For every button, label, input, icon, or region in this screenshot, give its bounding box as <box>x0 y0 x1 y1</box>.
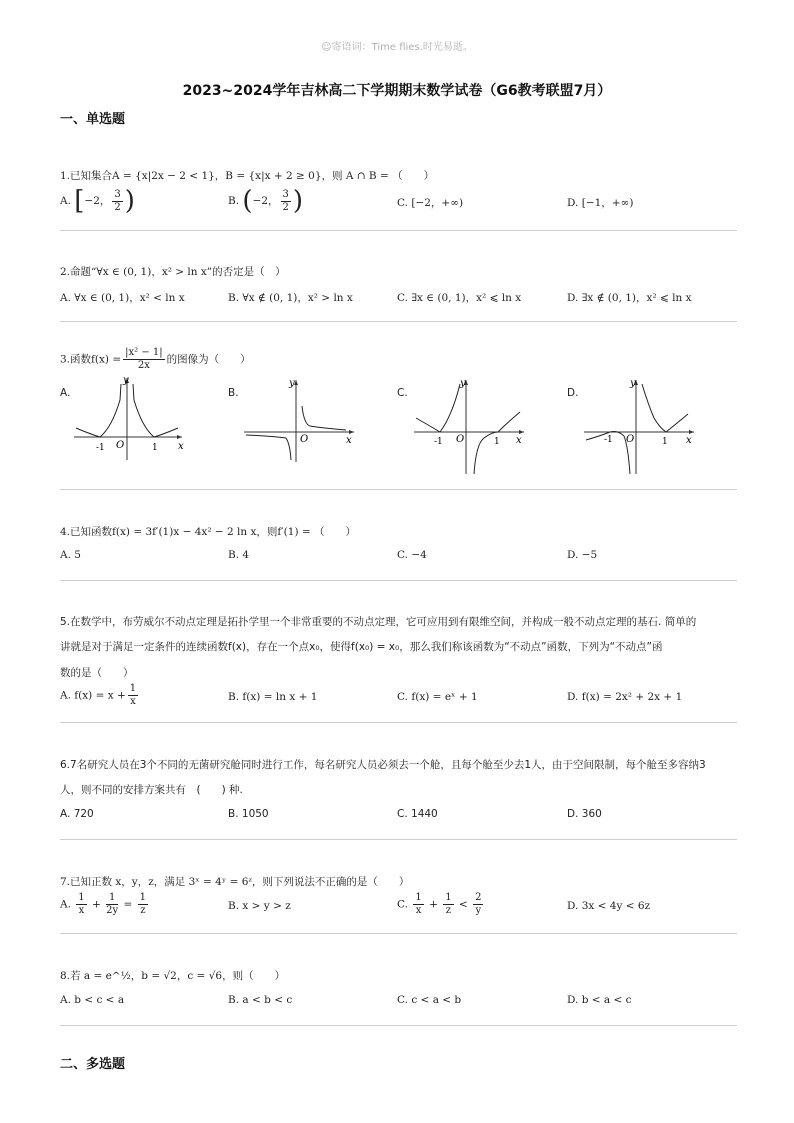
question-5-option-c[interactable] <box>397 691 478 703</box>
left-bracket: ( <box>242 186 253 216</box>
question-1-stem: 1.已知集合A = {x|2x − 2 < 1}，B = {x|x + 2 ≥ 0}，则 A ∩ B = （ ） <box>60 170 435 182</box>
question-3-option-a-label[interactable]: A. <box>60 387 71 399</box>
option-text: 360 <box>581 808 602 820</box>
curve-right <box>302 406 346 430</box>
question-5-option-b[interactable] <box>228 691 317 703</box>
option-label: B. <box>228 549 240 561</box>
option-label: C. <box>397 197 408 209</box>
operator: + <box>429 898 438 911</box>
option-text: f(x) = 2x² + 2x + 1 <box>581 691 683 703</box>
option-text: −4 <box>411 549 427 561</box>
fraction-numerator: 2 <box>475 892 482 903</box>
fraction-numerator: 1 <box>445 892 452 903</box>
option-label: D. <box>567 292 579 304</box>
x-label: x <box>178 441 184 452</box>
option-label: B. <box>228 195 240 207</box>
x-label: x <box>346 435 352 446</box>
question-4-option-d[interactable] <box>567 549 597 561</box>
y-label: y <box>630 378 636 389</box>
option-label: B. <box>228 292 240 304</box>
option-label: B. <box>228 994 240 1006</box>
left-bracket: [ <box>74 186 85 216</box>
origin-label: O <box>116 440 125 451</box>
divider <box>60 722 737 723</box>
fraction-denominator: z <box>140 905 146 916</box>
fraction-numerator: |x² − 1| <box>125 347 163 358</box>
question-6-stem-line-1: 6.7名研究人员在3个不同的无菌研究舱同时进行工作，每名研究人员必须去一个舱，且每个舱至少去1人，由于空间限制，每个舱至多容纳3 <box>60 759 706 771</box>
fraction-denominator: x <box>130 696 136 707</box>
question-3-option-c-label[interactable]: C. <box>397 387 408 399</box>
question-5-stem-line-2: 讲就是对于满足一定条件的连续函数f(x)，存在一个点x₀，使得f(x₀) = x₀，那么我们称该函数为“不动点”函数，下列为“不动点”函 <box>60 641 663 653</box>
x-axis-arrow <box>689 430 694 434</box>
fraction-numerator: 1 <box>129 683 137 694</box>
divider <box>60 839 737 840</box>
question-2-option-a[interactable] <box>60 290 185 305</box>
option-label: C. <box>397 292 408 304</box>
option-text: ∀x ∈ (0, 1)，x² < ln x <box>74 292 185 304</box>
origin-label: O <box>626 434 635 445</box>
question-7-option-c[interactable] <box>397 893 485 916</box>
option-label: D. <box>567 994 579 1006</box>
question-6-stem-line-2: 人，则不同的安排方案共有 ( ) 种. <box>60 784 243 796</box>
option-text: 4 <box>242 549 250 561</box>
x-label: x <box>516 435 522 446</box>
fraction-denominator: x <box>78 905 85 916</box>
curve-right <box>133 384 178 437</box>
fraction-numerator: 1 <box>415 892 422 903</box>
option-text: −5 <box>581 549 598 561</box>
question-6-option-d[interactable] <box>567 808 602 820</box>
option-text: ∃x ∉ (0, 1)，x² ⩽ ln x <box>581 292 692 304</box>
watermark: ☺寄语词：Time flies.时光易逝。 <box>321 42 473 53</box>
question-5-option-a[interactable] <box>60 684 140 707</box>
question-1-option-d[interactable] <box>567 195 633 210</box>
operator: + <box>91 898 101 911</box>
option-label: D. <box>567 900 579 912</box>
fraction-denominator: 2 <box>282 201 289 213</box>
option-label: C. <box>397 994 408 1006</box>
option-text: a < b < c <box>242 994 293 1006</box>
tick-label-neg1: -1 <box>96 443 105 453</box>
option-text: −2， <box>84 195 111 207</box>
stem-text: 3.函数 <box>60 353 92 366</box>
question-8-option-c[interactable] <box>397 994 461 1006</box>
question-8-option-d[interactable] <box>567 994 632 1006</box>
option-text: 5 <box>74 549 81 561</box>
question-4-stem: 4.已知函数f(x) = 3f′(1)x − 4x² − 2 ln x，则f′(1) = （ ） <box>60 526 357 538</box>
option-text: f(x) = eˣ + 1 <box>411 691 478 703</box>
question-3-graph-a[interactable] <box>70 372 190 462</box>
question-8-option-b[interactable] <box>228 994 292 1006</box>
option-text: 1050 <box>241 808 269 820</box>
stem-function: f(x) = <box>91 353 122 366</box>
fraction-numerator: 1 <box>139 892 147 903</box>
curve-left <box>246 435 291 460</box>
option-label: C. <box>397 549 408 561</box>
question-3-graph-b[interactable] <box>242 374 362 464</box>
divider <box>60 230 737 231</box>
question-7-stem: 7.已知正数 x，y，z，满足 3ˣ = 4ʸ = 6ᶻ，则下列说法不正确的是（ ） <box>60 876 410 888</box>
question-3-graph-c[interactable] <box>412 374 532 479</box>
option-text: [−2，+∞) <box>411 197 464 209</box>
option-text: f(x) = ln x + 1 <box>242 691 318 703</box>
option-label: D. <box>567 197 579 209</box>
right-bracket: ) <box>124 186 135 216</box>
x-axis-arrow <box>519 430 524 434</box>
option-label: C. <box>397 898 408 911</box>
option-text: 720 <box>73 808 94 820</box>
question-2-stem: 2.命题“∀x ∈ (0, 1)，x² > ln x”的否定是（ ） <box>60 266 286 278</box>
fraction-numerator: 1 <box>78 892 85 903</box>
question-8-stem: 8.若 a = e^½，b = √2，c = √6，则（ ） <box>60 970 286 982</box>
question-5-stem-line-1: 5.在数学中，布劳威尔不动点定理是拓扑学里一个非常重要的不动点定理，它可应用到有限维空间，并构成一般不动点定理的基石. 简单的 <box>60 616 697 628</box>
divider <box>60 933 737 934</box>
y-label: y <box>460 378 466 389</box>
page-title: 2023~2024学年吉林高二下学期期末数学试卷（G6教考联盟7月） <box>182 83 612 99</box>
option-label: B. <box>228 691 240 703</box>
option-label: D. <box>567 808 579 820</box>
question-1-option-a[interactable] <box>60 188 135 214</box>
question-3-graph-d[interactable] <box>582 374 702 479</box>
fraction-numerator: 1 <box>106 893 118 905</box>
option-label: A. <box>60 195 71 207</box>
fraction-denominator: 2x <box>137 360 150 371</box>
fraction-numerator: 3 <box>114 188 121 200</box>
divider <box>60 489 737 490</box>
option-label: B. <box>228 900 240 912</box>
fraction-denominator: 2y <box>106 905 119 916</box>
divider <box>60 580 737 581</box>
tick-label-neg1: -1 <box>604 435 613 445</box>
question-7-option-d[interactable] <box>567 900 650 912</box>
question-8-option-a[interactable] <box>60 994 124 1006</box>
option-label: A. <box>60 689 71 702</box>
option-text: b < c < a <box>74 994 125 1006</box>
question-1-option-c[interactable] <box>397 195 463 210</box>
option-text: 1440 <box>411 808 438 820</box>
question-3-option-d-label[interactable]: D. <box>567 387 579 399</box>
relation: = <box>123 898 133 911</box>
option-text: b < a < c <box>581 994 632 1006</box>
question-7-option-a[interactable] <box>60 893 150 916</box>
relation: < <box>458 898 468 911</box>
question-1-option-b[interactable] <box>228 188 303 214</box>
question-5-option-d[interactable] <box>567 691 682 703</box>
section-heading-single-choice: 一、单选题 <box>60 112 126 127</box>
fraction-denominator: z <box>445 905 452 916</box>
tick-label-1: 1 <box>662 437 668 447</box>
y-label: y <box>123 375 129 386</box>
fraction-denominator: x <box>415 905 422 916</box>
question-6-option-a[interactable] <box>60 808 94 820</box>
option-text: [−1，+∞) <box>581 197 634 209</box>
question-3-stem <box>60 348 251 371</box>
option-label: B. <box>228 808 239 820</box>
option-label: C. <box>397 691 408 703</box>
divider <box>60 321 737 322</box>
tick-label-1: 1 <box>152 443 158 453</box>
origin-label: O <box>456 434 465 445</box>
option-text: c < a < b <box>411 994 462 1006</box>
option-text: f(x) = x + <box>74 689 126 702</box>
option-label: A. <box>60 898 71 911</box>
curve-left <box>416 384 460 432</box>
option-text: 3x < 4y < 6z <box>581 900 651 912</box>
question-2-option-d[interactable] <box>567 290 692 305</box>
tick-label-1: 1 <box>494 437 500 447</box>
option-label: D. <box>567 691 579 703</box>
stem-text: 的图像为（ ） <box>166 353 251 366</box>
origin-label: O <box>300 434 309 445</box>
option-label: A. <box>60 808 71 820</box>
fraction-denominator: 2 <box>114 201 121 213</box>
tick-label-neg1: -1 <box>434 437 443 447</box>
curve-left <box>76 384 121 437</box>
curve-right <box>642 384 688 432</box>
question-6-option-c[interactable] <box>397 808 438 820</box>
fraction-numerator: 3 <box>282 188 289 200</box>
option-label: A. <box>60 994 71 1006</box>
question-2-option-c[interactable] <box>397 290 521 305</box>
option-text: ∀x ∉ (0, 1)，x² > ln x <box>242 292 353 304</box>
y-label: y <box>289 378 295 389</box>
divider <box>60 1025 737 1026</box>
x-axis-arrow <box>349 430 354 434</box>
question-3-option-b-label[interactable]: B. <box>228 387 239 399</box>
question-5-stem-line-3: 数的是（ ） <box>60 667 134 679</box>
x-axis-arrow <box>177 435 182 439</box>
x-label: x <box>686 435 692 446</box>
option-label: D. <box>567 549 579 561</box>
question-7-option-b[interactable] <box>228 900 291 912</box>
question-4-option-c[interactable] <box>397 549 427 561</box>
option-label: A. <box>60 549 71 561</box>
question-4-option-b[interactable] <box>228 549 249 561</box>
right-bracket: ) <box>292 186 304 216</box>
option-label: A. <box>60 292 71 304</box>
option-text: ∃x ∈ (0, 1)，x² ⩽ ln x <box>411 292 522 304</box>
question-2-option-b[interactable] <box>228 290 353 305</box>
fraction-denominator: y <box>475 905 482 916</box>
option-text: x > y > z <box>242 900 291 912</box>
question-4-option-a[interactable] <box>60 549 81 561</box>
option-text: −2， <box>252 195 279 207</box>
option-label: C. <box>397 808 408 820</box>
section-heading-multiple-choice: 二、多选题 <box>60 1057 126 1072</box>
question-6-option-b[interactable] <box>228 808 269 820</box>
